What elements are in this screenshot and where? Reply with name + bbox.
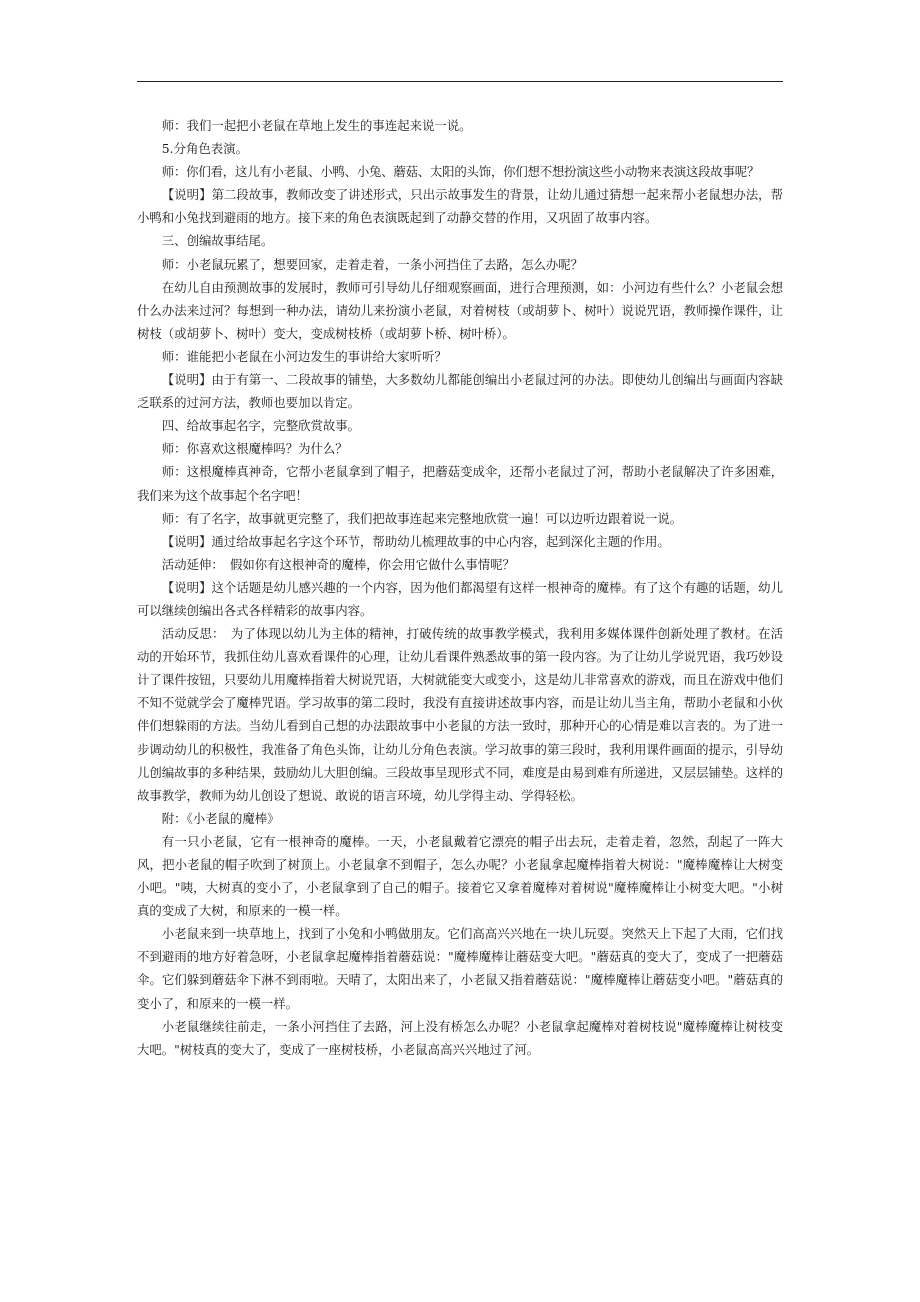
note-paragraph: 【说明】这个话题是幼儿感兴趣的一个内容，因为他们都渴望有这样一根神奇的魔棒。有了这个有趣的话题，幼儿可以继续创编出各式各样精彩的故事内容。 [137, 579, 783, 618]
paragraph: 师：你们看，这儿有小老鼠、小鸭、小兔、蘑菇、太阳的头饰，你们想不想扮演这些小动物来表演这段故事呢？ [161, 164, 760, 180]
note-paragraph: 【说明】第二段故事，教师改变了讲述形式，只出示故事发生的背景，让幼儿通过猜想一起来帮小老鼠想办法，帮小鸭和小兔找到避雨的地方。接下来的角色表演既起到了动静交替的作用，又巩固了故事内容。 [137, 187, 783, 226]
document-body [137, 114, 783, 1061]
paragraph: 师：谁能把小老鼠在小河边发生的事讲给大家听听？ [161, 348, 447, 364]
section-heading: 四、给故事起名字，完整欣赏故事。 [161, 418, 361, 434]
paragraph: 活动延伸： 假如你有这根神奇的魔棒，你会用它做什么事情呢？ [161, 556, 515, 572]
paragraph: 在幼儿自由预测故事的发展时，教师可引导幼儿仔细观察画面，进行合理预测，如：小河边有些什么？小老鼠会想什么办法来过河？每想到一种办法，请幼儿来扮演小老鼠，对着树枝（或胡萝卜、树叶）说说咒语，教师操作课件，让树枝（或胡萝卜、树叶）变大，变成树枝桥（或胡萝卜桥、树叶桥）。 [137, 279, 783, 341]
paragraph: 师：我们一起把小老鼠在草地上发生的事连起来说一说。 [161, 118, 472, 133]
paragraph: 师：小老鼠玩累了，想要回家，走着走着，一条小河挡住了去路，怎么办呢？ [161, 256, 584, 272]
story-paragraph: 小老鼠来到一块草地上，找到了小兔和小鸭做朋友。它们高高兴兴地在一块儿玩耍。突然天上下起了大雨，它们找不到避雨的地方好着急呀，小老鼠拿起魔棒指着蘑菇说："魔棒魔棒让蘑菇变大吧。"蘑菇真的变大了，变成了一把蘑菇伞。它们躲到蘑菇伞下淋不到雨啦。天晴了，太阳出来了，小老鼠又指着蘑菇说："魔棒魔棒让蘑菇变小吧。"蘑菇真的变小了，和原来的一模一样。 [137, 926, 783, 1011]
note-paragraph: 【说明】由于有第一、二段故事的铺垫，大多数幼儿都能创编出小老鼠过河的办法。即使幼儿创编出与画面内容缺乏联系的过河方法，教师也要加以肯定。 [137, 372, 783, 411]
story-paragraph: 小老鼠继续往前走，一条小河挡住了去路，河上没有桥怎么办呢？小老鼠拿起魔棒对着树枝说"魔棒魔棒让树枝变大吧。"树枝真的变大了，变成了一座树枝桥，小老鼠高高兴兴地过了河。 [137, 1018, 783, 1057]
header-rule [137, 81, 783, 82]
note-paragraph: 【说明】通过给故事起名字这个环节，帮助幼儿梳理故事的中心内容，起到深化主题的作用。 [161, 533, 670, 549]
story-paragraph: 有一只小老鼠，它有一根神奇的魔棒。一天，小老鼠戴着它漂亮的帽子出去玩，走着走着，忽然，刮起了一阵大风，把小老鼠的帽子吹到了树顶上。小老鼠拿不到帽子，怎么办呢？小老鼠拿起魔棒指着大树说："魔棒魔棒让大树变小吧。"咦，大树真的变小了，小老鼠拿到了自己的帽子。接着它又拿着魔棒对着树说"魔棒魔棒让小树变大吧。"小树真的变成了大树，和原来的一模一样。 [137, 833, 783, 919]
paragraph: 师：有了名字，故事就更完整了，我们把故事连起来完整地欣赏一遍！可以边听边跟着说一说。 [161, 510, 683, 526]
section-heading: 三、创编故事结尾。 [161, 233, 274, 249]
paragraph: 师：这根魔棒真神奇，它帮小老鼠拿到了帽子，把蘑菇变成伞，还帮小老鼠过了河，帮助小老鼠解决了许多困难，我们来为这个故事起个名字吧！ [137, 464, 783, 503]
reflection-paragraph: 活动反思： 为了体现以幼儿为主体的精神，打破传统的故事教学模式，我利用多媒体课件创新处理了教材。在活动的开始环节，我抓住幼儿喜欢看课件的心理，让幼儿看课件熟悉故事的第一段内容。为了让幼儿学说咒语，我巧妙设计了课件按钮，只要幼儿用魔棒指着大树说咒语，大树就能变大或变小，这是幼儿非常喜欢的游戏，而且在游戏中他们不知不觉就学会了魔棒咒语。学习故事的第二段时，我没有直接讲述故事内容，而是让幼儿当主角，帮助小老鼠和小伙伴们想躲雨的方法。当幼儿看到自己想的办法跟故事中小老鼠的方法一致时，那种开心的心情是难以言表的。为了进一步调动幼儿的积极性，我准备了角色头饰，让幼儿分角色表演。学习故事的第三段时，我利用课件画面的提示，引导幼儿创编故事的多种结果，鼓励幼儿大胆创编。三段故事呈现形式不同，难度是由易到难有所递进，又层层铺垫。这样的故事教学，教师为幼儿创设了想说、敢说的语言环境，幼儿学得主动、学得轻松。 [137, 626, 783, 803]
appendix-title: 附：《小老鼠的魔棒》 [161, 810, 280, 826]
paragraph: 师：你喜欢这根魔棒吗？为什么？ [161, 441, 348, 457]
section-heading: 5.分角色表演。 [161, 141, 248, 157]
